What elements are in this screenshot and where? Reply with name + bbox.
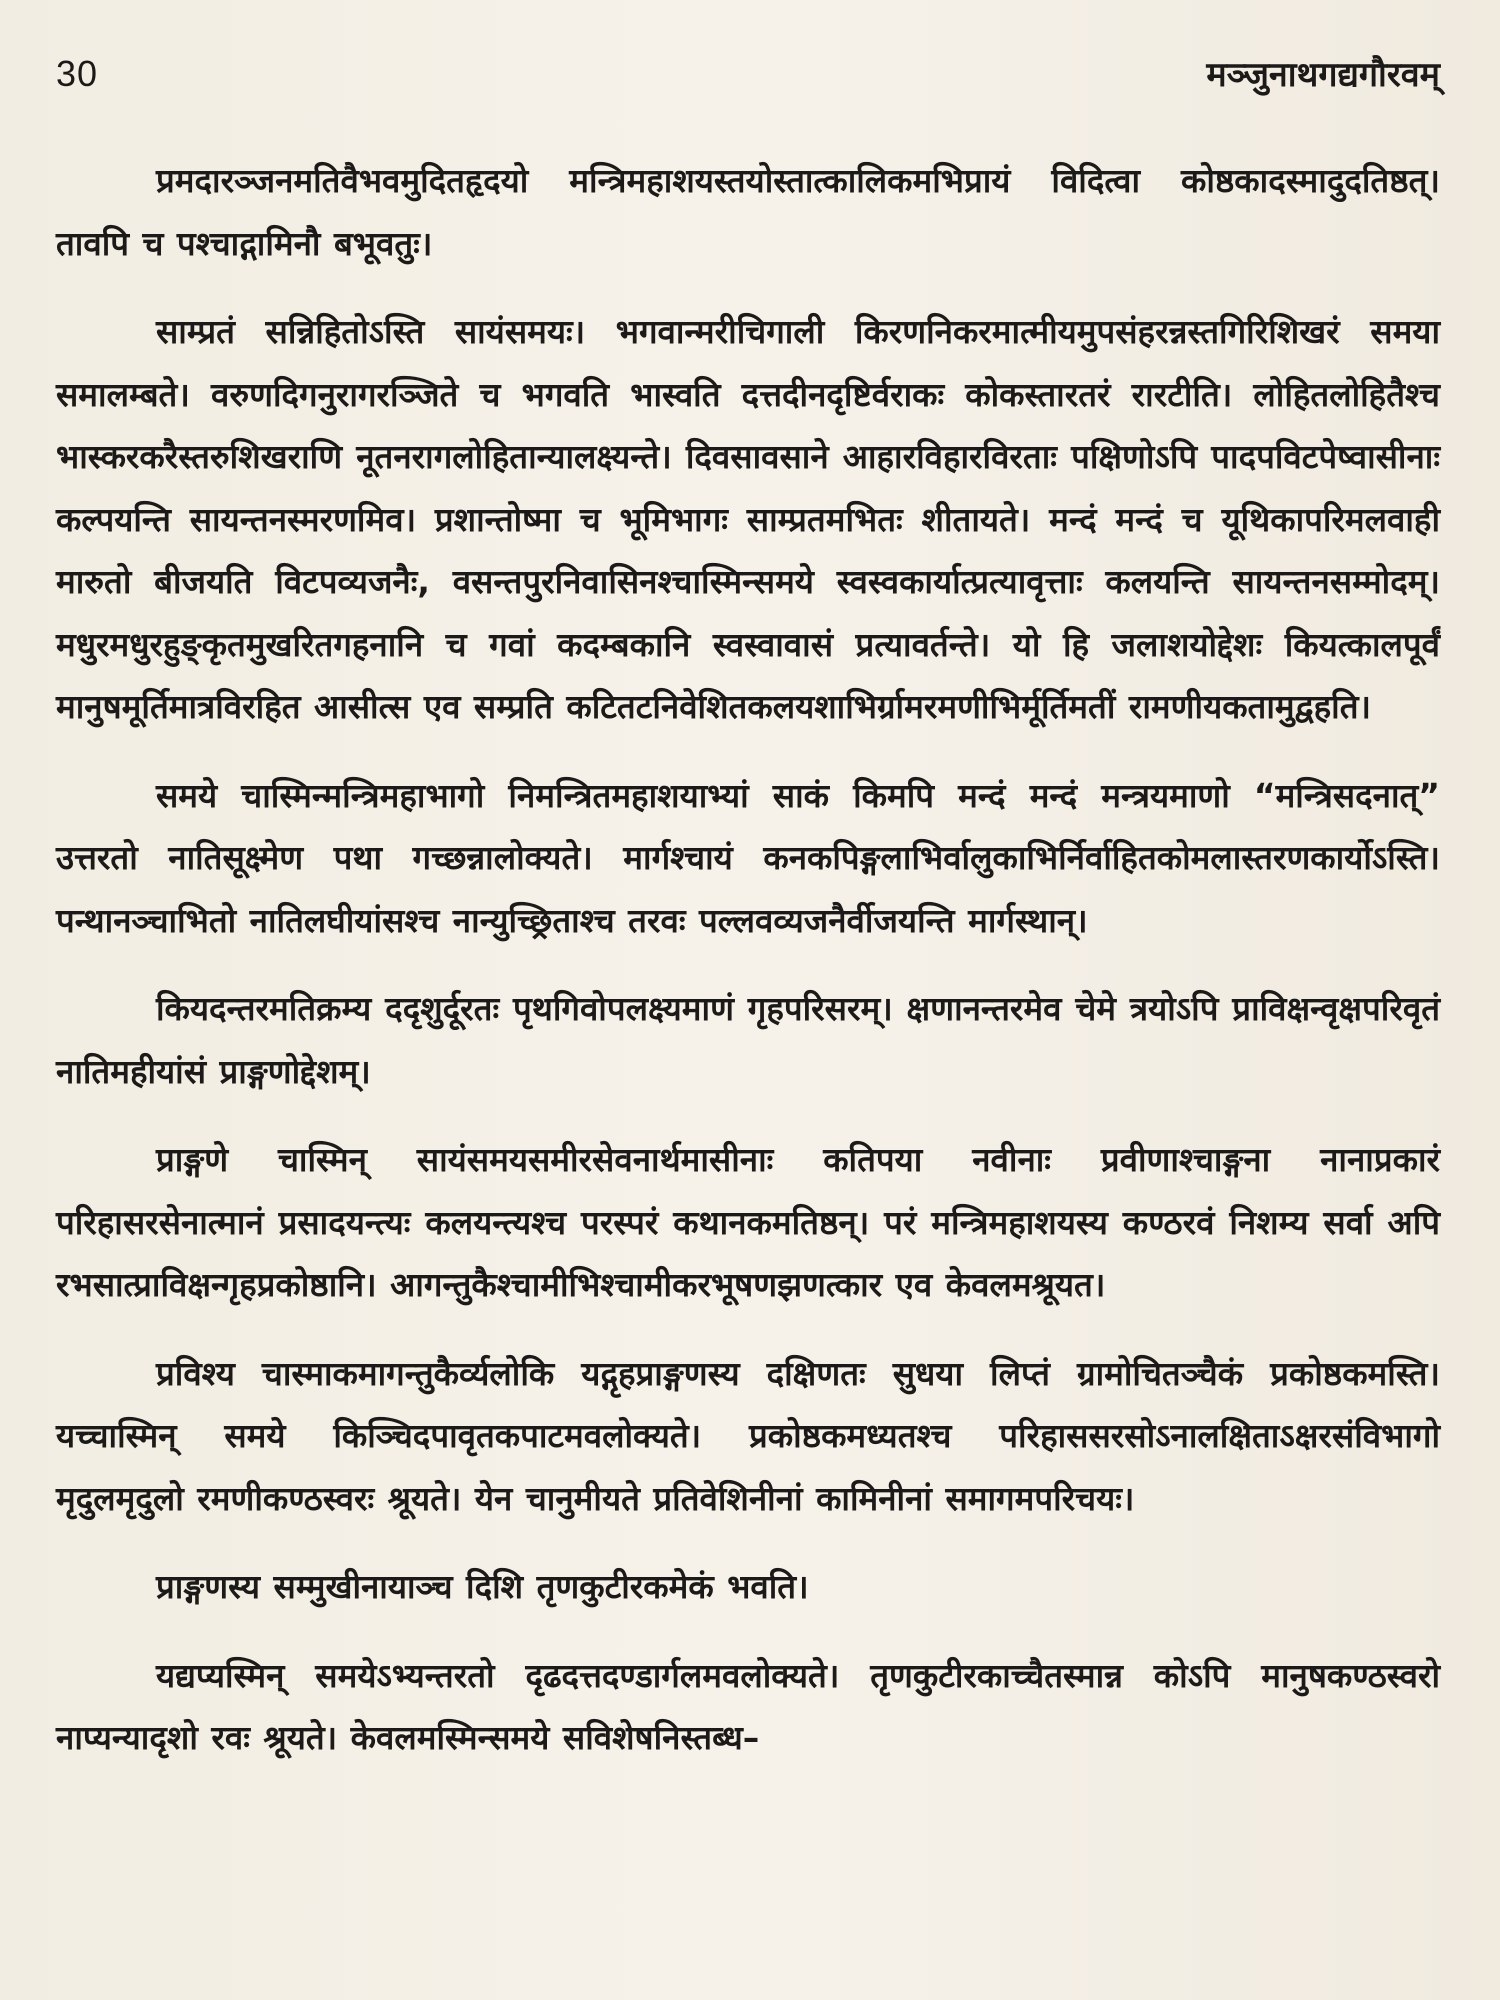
paragraph: प्राङ्गणस्य सम्मुखीनायाञ्च दिशि तृणकुटीरकमेकं भवति। bbox=[156, 1567, 809, 1606]
paragraph: साम्प्रतं सन्निहितोऽस्ति सायंसमयः। भगवान्मरीचिगाली किरणनिकरमात्मीयमुपसंहरन्नस्तगिरिशिखरं समया समालम्बते। वरुणदिगनुरागरञ्जिते च भगवति भास्वति दत्तदीनदृष्टिर्वराकः कोकस्तारतरं रारटीति। लोहितलोहितैश्च भास्करकरैस्तरुशिखराणि नूतनरागलोहितान्यालक्ष्यन्ते। दिवसावसाने आहारविहारविरताः पक्षिणोऽपि पादपविटपेष्वासीनाः कल्पयन्ति सायन्तनस्मरणमिव। प्रशान्तोष्मा च भूमिभागः साम्प्रतमभितः शीतायते। मन्दं मन्दं च यूथिकापरिमलवाही मारुतो बीजयति विटपव्यजनैः, वसन्तपुरनिवासिनश्चास्मिन्समये स्वस्वकार्यात्प्रत्यावृत्ताः कलयन्ति सायन्तनसम्मोदम्। मधुरमधुरहुङ्कृतमुखरितगहनानि च गवां कदम्बकानि स्वस्वावासं प्रत्यावर्तन्ते। यो हि जलाशयोद्देशः कियत्कालपूर्वं मानुषमूर्तिमात्रविरहित आसीत्स एव सम्प्रति कटितटनिवेशितकलयशाभिर्ग्रामरमणीभिर्मूर्तिमतीं रामणीयकतामुद्वहति। bbox=[56, 312, 1440, 726]
body-text bbox=[56, 150, 1440, 1770]
paragraph: कियदन्तरमतिक्रम्य ददृशुर्दूरतः पृथगिवोपलक्ष्यमाणं गृहपरिसरम्। क्षणानन्तरमेव चेमे त्रयोऽपि प्राविक्षन्वृक्षपरिवृतं नातिमहीयांसं प्राङ्गणोद्देशम्। bbox=[56, 989, 1440, 1091]
paragraph: प्रमदारञ्जनमतिवैभवमुदितहृदयो मन्त्रिमहाशयस्तयोस्तात्कालिकमभिप्रायं विदित्वा कोष्ठकादस्मादुदतिष्ठत्। तावपि च पश्चाद्गामिनौ बभूवतुः। bbox=[56, 161, 1440, 263]
running-title: मञ्जुनाथगद्यगौरवम् bbox=[1206, 55, 1440, 95]
paragraph: प्राङ्गणे चास्मिन् सायंसमयसमीरसेवनार्थमासीनाः कतिपया नवीनाः प्रवीणाश्चाङ्गना नानाप्रकारं परिहासरसेनात्मानं प्रसादयन्त्यः कलयन्त्यश्च परस्परं कथानकमतिष्ठन्। परं मन्त्रिमहाशयस्य कण्ठरवं निशम्य सर्वा अपि रभसात्प्राविक्षन्गृहप्रकोष्ठानि। आगन्तुकैश्चामीभिश्चामीकरभूषणझणत्कार एव केवलमश्रूयत। bbox=[56, 1140, 1440, 1304]
page-header bbox=[56, 50, 1440, 110]
paragraph: प्रविश्य चास्माकमागन्तुकैर्व्यलोकि यद्गृहप्राङ्गणस्य दक्षिणतः सुधया लिप्तं ग्रामोचितञ्चैकं प्रकोष्ठकमस्ति। यच्चास्मिन् समये किञ्चिदपावृतकपाटमवलोक्यते। प्रकोष्ठकमध्यतश्च परिहाससरसोऽनालक्षिताऽक्षरसंविभागो मृदुलमृदुलो रमणीकण्ठस्वरः श्रूयते। येन चानुमीयते प्रतिवेशिनीनां कामिनीनां समागमपरिचयः। bbox=[56, 1353, 1440, 1518]
page-number: 30 bbox=[56, 53, 99, 94]
paragraph: यद्यप्यस्मिन् समयेऽभ्यन्तरतो दृढदत्तदण्डार्गलमवलोक्यते। तृणकुटीरकाच्चैतस्मान्न कोऽपि मानुषकण्ठस्वरो नाप्यन्यादृशो रवः श्रूयते। केवलमस्मिन्समये सविशेषनिस्तब्ध– bbox=[56, 1655, 1440, 1757]
paragraph: समये चास्मिन्मन्त्रिमहाभागो निमन्त्रितमहाशयाभ्यां साकं किमपि मन्दं मन्दं मन्त्रयमाणो “मन्त्रिसदनात्” उत्तरतो नातिसूक्ष्मेण पथा गच्छन्नालोक्यते। मार्गश्चायं कनकपिङ्गलाभिर्वालुकाभिर्निर्वाहितकोमलास्तरणकार्योऽस्ति। पन्थानञ्चाभितो नातिलघीयांसश्च नान्युच्छ्रिताश्च तरवः पल्लवव्यजनैर्वीजयन्ति मार्गस्थान्। bbox=[56, 775, 1440, 940]
